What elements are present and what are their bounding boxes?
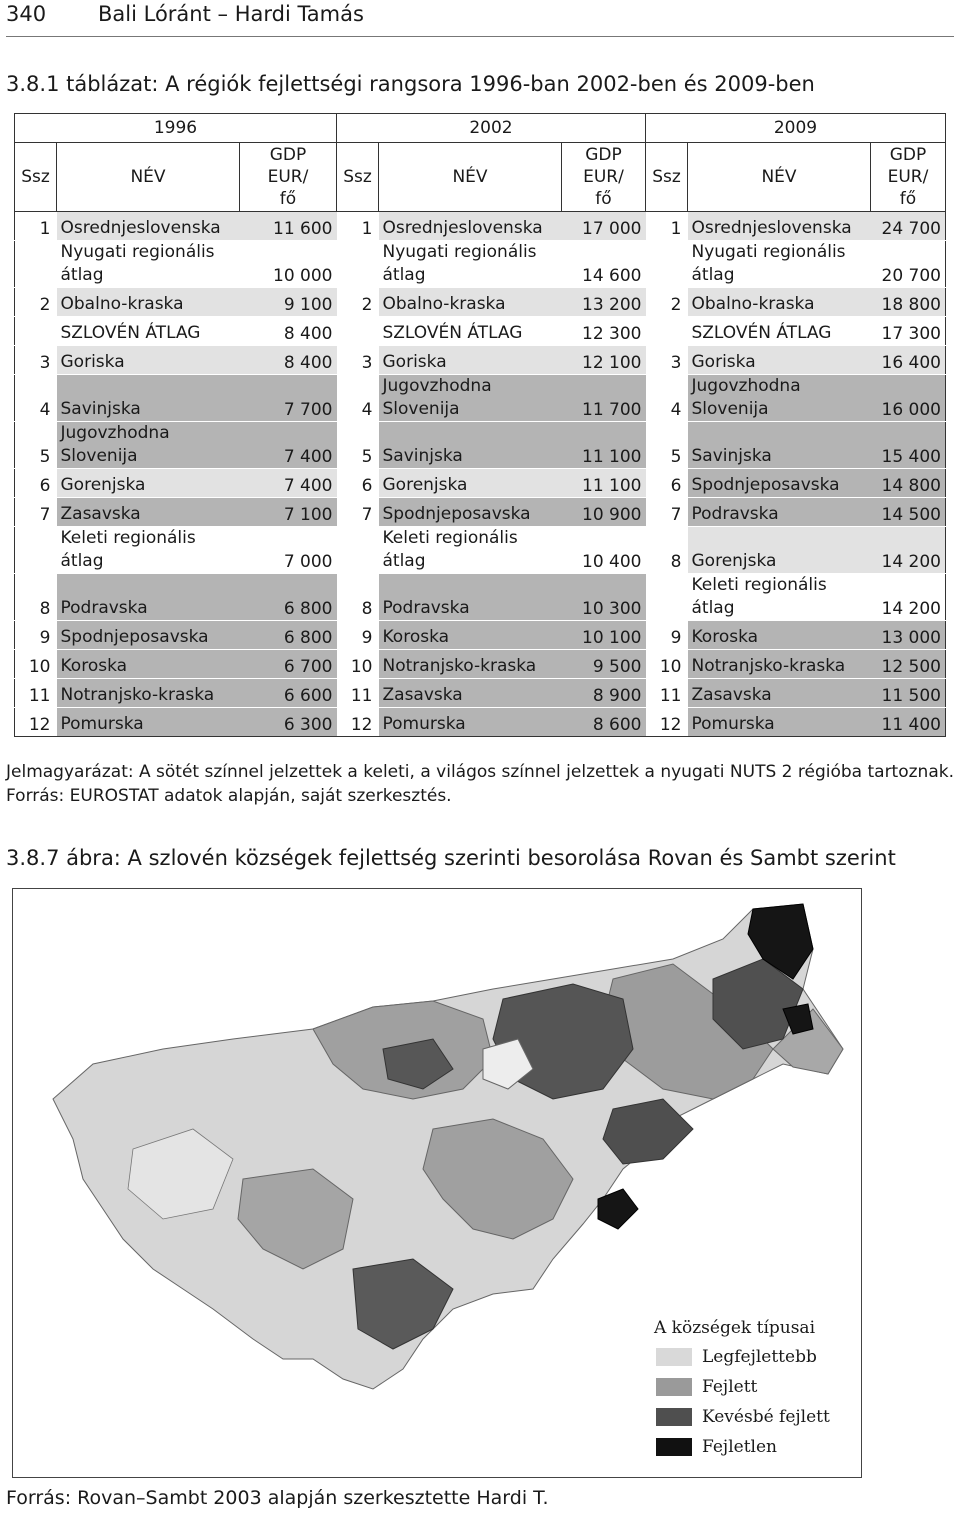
cell-region-name: Osrednjeslovenska (688, 212, 871, 241)
cell-region-name: Pomurska (688, 708, 871, 737)
cell-gdp: 12 100 (562, 346, 646, 375)
cell-rank (646, 574, 688, 621)
map-legend-label: Legfejlettebb (702, 1347, 817, 1367)
cell-rank: 1 (15, 212, 57, 241)
map-legend-label: Fejlett (702, 1377, 758, 1397)
cell-rank (337, 527, 379, 574)
table-row (15, 288, 946, 317)
cell-region-name: Gorenjska (57, 469, 240, 498)
cell-rank: 12 (646, 708, 688, 737)
col-header-gdp (871, 143, 946, 212)
table-caption: 3.8.1 táblázat: A régiók fejlettségi rangsora 1996-ban 2002-ben és 2009-ben (6, 72, 815, 96)
cell-region-name: Zasavska (688, 679, 871, 708)
cell-region-name: Goriska (688, 346, 871, 375)
cell-rank: 1 (646, 212, 688, 241)
cell-gdp: 9 100 (240, 288, 337, 317)
cell-gdp: 17 000 (562, 212, 646, 241)
cell-region-name: Osrednjeslovenska (379, 212, 562, 241)
table-row (15, 469, 946, 498)
cell-gdp: 6 800 (240, 574, 337, 621)
cell-rank: 4 (15, 375, 57, 422)
map-legend-swatch (656, 1438, 692, 1456)
cell-rank: 5 (15, 422, 57, 469)
cell-gdp: 16 000 (871, 375, 946, 422)
cell-region-name: Podravska (57, 574, 240, 621)
figure-source: Forrás: Rovan–Sambt 2003 alapján szerkesztette Hardi T. (6, 1487, 549, 1509)
cell-gdp: 8 400 (240, 346, 337, 375)
cell-gdp: 11 100 (562, 469, 646, 498)
cell-rank (337, 317, 379, 346)
figure-caption: 3.8.7 ábra: A szlovén községek fejlettség szerinti besorolása Rovan és Sambt szerint (6, 846, 896, 870)
map-legend-item (656, 1434, 856, 1460)
cell-gdp: 14 200 (871, 574, 946, 621)
cell-gdp: 11 700 (562, 375, 646, 422)
cell-region-name: Zasavska (379, 679, 562, 708)
table-row (15, 574, 946, 621)
cell-rank (15, 241, 57, 288)
cell-rank: 11 (646, 679, 688, 708)
cell-gdp: 11 400 (871, 708, 946, 737)
cell-gdp: 15 400 (871, 422, 946, 469)
cell-region-name: Spodnjeposavska (379, 498, 562, 527)
cell-gdp: 7 700 (240, 375, 337, 422)
cell-region-name: Koroska (57, 650, 240, 679)
col-header-gdp-line: GDP (585, 145, 622, 165)
table-row (15, 346, 946, 375)
cell-gdp: 11 100 (562, 422, 646, 469)
cell-gdp: 10 000 (240, 241, 337, 288)
cell-region-name: Obalno-kraska (57, 288, 240, 317)
cell-region-name: Podravska (688, 498, 871, 527)
region-ranking-table-wrap (14, 113, 945, 737)
map-legend-swatch (656, 1408, 692, 1426)
cell-region-name: Spodnjeposavska (688, 469, 871, 498)
cell-region-name: Koroska (379, 621, 562, 650)
year-header-2009: 2009 (646, 114, 946, 143)
cell-region-name: Notranjsko-kraska (379, 650, 562, 679)
year-header-2002: 2002 (337, 114, 646, 143)
cell-region-name: Podravska (379, 574, 562, 621)
cell-region-name: Jugovzhodna Slovenija (379, 375, 562, 422)
cell-region-name: Gorenjska (688, 527, 871, 574)
cell-region-name: Notranjsko-kraska (688, 650, 871, 679)
cell-gdp: 12 300 (562, 317, 646, 346)
column-header-row (15, 143, 946, 212)
cell-region-name: Savinjska (379, 422, 562, 469)
cell-region-name: Pomurska (379, 708, 562, 737)
cell-rank: 6 (15, 469, 57, 498)
cell-rank: 8 (15, 574, 57, 621)
map-legend-item (656, 1344, 856, 1370)
cell-gdp: 11 600 (240, 212, 337, 241)
table-row (15, 498, 946, 527)
cell-region-name: Goriska (379, 346, 562, 375)
col-header-name: NÉV (57, 143, 240, 212)
cell-gdp: 14 600 (562, 241, 646, 288)
cell-region-name: SZLOVÉN ÁTLAG (688, 317, 871, 346)
col-header-gdp (562, 143, 646, 212)
table-row (15, 708, 946, 737)
cell-rank: 11 (337, 679, 379, 708)
page-authors: Bali Lóránt – Hardi Tamás (98, 2, 364, 26)
region-ranking-table (14, 113, 946, 737)
cell-gdp: 8 400 (240, 317, 337, 346)
cell-rank: 11 (15, 679, 57, 708)
cell-rank: 5 (337, 422, 379, 469)
cell-gdp: 11 500 (871, 679, 946, 708)
cell-rank: 5 (646, 422, 688, 469)
cell-gdp: 6 300 (240, 708, 337, 737)
cell-rank: 7 (646, 498, 688, 527)
cell-rank: 8 (646, 527, 688, 574)
cell-rank: 2 (15, 288, 57, 317)
cell-region-name: SZLOVÉN ÁTLAG (57, 317, 240, 346)
page-header (6, 0, 954, 37)
cell-gdp: 9 500 (562, 650, 646, 679)
cell-rank: 12 (15, 708, 57, 737)
cell-region-name: Jugovzhodna Slovenija (57, 422, 240, 469)
cell-region-name: Notranjsko-kraska (57, 679, 240, 708)
cell-rank: 3 (15, 346, 57, 375)
map-legend-items (646, 1344, 856, 1460)
cell-gdp: 7 400 (240, 422, 337, 469)
cell-region-name: Keleti regionális átlag (688, 574, 871, 621)
cell-rank (646, 241, 688, 288)
col-header-gdp-line: fő (279, 189, 297, 209)
cell-rank: 1 (337, 212, 379, 241)
cell-gdp: 16 400 (871, 346, 946, 375)
cell-rank: 7 (15, 498, 57, 527)
cell-rank: 4 (646, 375, 688, 422)
col-header-gdp-line: fő (899, 189, 917, 209)
map-legend-item (656, 1374, 856, 1400)
cell-region-name: Obalno-kraska (379, 288, 562, 317)
cell-region-name: Obalno-kraska (688, 288, 871, 317)
cell-rank: 7 (337, 498, 379, 527)
col-header-gdp-line: GDP (269, 145, 307, 165)
cell-region-name: Keleti regionális átlag (57, 527, 240, 574)
map-legend (646, 1310, 856, 1472)
page-number: 340 (6, 2, 47, 26)
cell-region-name: Savinjska (57, 375, 240, 422)
cell-gdp: 7 000 (240, 527, 337, 574)
cell-region-name: SZLOVÉN ÁTLAG (379, 317, 562, 346)
cell-rank: 9 (15, 621, 57, 650)
cell-region-name: Pomurska (57, 708, 240, 737)
cell-gdp: 14 200 (871, 527, 946, 574)
cell-rank (337, 241, 379, 288)
cell-gdp: 18 800 (871, 288, 946, 317)
map-legend-title: A községek típusai (654, 1318, 816, 1338)
cell-region-name: Osrednjeslovenska (57, 212, 240, 241)
cell-rank: 12 (337, 708, 379, 737)
col-header-gdp-line: fő (595, 189, 612, 209)
cell-region-name: Keleti regionális átlag (379, 527, 562, 574)
cell-gdp: 10 100 (562, 621, 646, 650)
table-row (15, 317, 946, 346)
cell-rank: 6 (646, 469, 688, 498)
col-header-name: NÉV (688, 143, 871, 212)
map-legend-label: Kevésbé fejlett (702, 1407, 830, 1427)
table-row (15, 621, 946, 650)
cell-rank: 10 (337, 650, 379, 679)
col-header-gdp (240, 143, 337, 212)
cell-region-name: Gorenjska (379, 469, 562, 498)
cell-gdp: 14 500 (871, 498, 946, 527)
cell-rank: 3 (337, 346, 379, 375)
cell-gdp: 10 900 (562, 498, 646, 527)
cell-rank: 4 (337, 375, 379, 422)
col-header-ssz: Ssz (646, 143, 688, 212)
cell-gdp: 24 700 (871, 212, 946, 241)
col-header-gdp-line: EUR/ (583, 167, 624, 187)
cell-region-name: Nyugati regionális átlag (379, 241, 562, 288)
cell-rank (646, 317, 688, 346)
map-legend-swatch (656, 1378, 692, 1396)
col-header-gdp-line: EUR/ (887, 167, 929, 187)
map-legend-swatch (656, 1348, 692, 1366)
cell-rank (15, 527, 57, 574)
table-row (15, 650, 946, 679)
table-note: Jelmagyarázat: A sötét színnel jelzettek a keleti, a világos színnel jelzettek a nyugati NUTS 2 régióba tartoznak. Forrás: EUROSTAT adatok alapján, saját szerkesztés. (6, 762, 954, 806)
cell-gdp: 13 200 (562, 288, 646, 317)
cell-gdp: 7 400 (240, 469, 337, 498)
cell-rank: 8 (337, 574, 379, 621)
cell-gdp: 10 300 (562, 574, 646, 621)
cell-rank: 10 (15, 650, 57, 679)
cell-gdp: 8 600 (562, 708, 646, 737)
cell-region-name: Spodnjeposavska (57, 621, 240, 650)
cell-gdp: 14 800 (871, 469, 946, 498)
year-header-1996: 1996 (15, 114, 337, 143)
cell-region-name: Jugovzhodna Slovenija (688, 375, 871, 422)
cell-region-name: Nyugati regionális átlag (57, 241, 240, 288)
cell-rank: 2 (646, 288, 688, 317)
cell-gdp: 6 600 (240, 679, 337, 708)
cell-gdp: 13 000 (871, 621, 946, 650)
table-row (15, 679, 946, 708)
map-legend-item (656, 1404, 856, 1430)
cell-gdp: 8 900 (562, 679, 646, 708)
table-row (15, 422, 946, 469)
table-row (15, 375, 946, 422)
col-header-name: NÉV (379, 143, 562, 212)
cell-gdp: 20 700 (871, 241, 946, 288)
cell-gdp: 17 300 (871, 317, 946, 346)
cell-region-name: Zasavska (57, 498, 240, 527)
table-row (15, 212, 946, 241)
cell-gdp: 7 100 (240, 498, 337, 527)
cell-rank: 9 (646, 621, 688, 650)
cell-region-name: Savinjska (688, 422, 871, 469)
col-header-ssz: Ssz (15, 143, 57, 212)
cell-gdp: 6 800 (240, 621, 337, 650)
cell-rank: 6 (337, 469, 379, 498)
cell-gdp: 10 400 (562, 527, 646, 574)
cell-region-name: Nyugati regionális átlag (688, 241, 871, 288)
cell-region-name: Koroska (688, 621, 871, 650)
cell-rank: 9 (337, 621, 379, 650)
cell-gdp: 6 700 (240, 650, 337, 679)
cell-region-name: Goriska (57, 346, 240, 375)
cell-rank (15, 317, 57, 346)
col-header-gdp-line: GDP (889, 145, 927, 165)
table-row (15, 241, 946, 288)
col-header-ssz: Ssz (337, 143, 379, 212)
cell-gdp: 12 500 (871, 650, 946, 679)
table-body (15, 212, 946, 737)
cell-rank: 10 (646, 650, 688, 679)
cell-rank: 3 (646, 346, 688, 375)
map-legend-label: Fejletlen (702, 1437, 777, 1457)
cell-rank: 2 (337, 288, 379, 317)
table-row (15, 527, 946, 574)
col-header-gdp-line: EUR/ (267, 167, 309, 187)
